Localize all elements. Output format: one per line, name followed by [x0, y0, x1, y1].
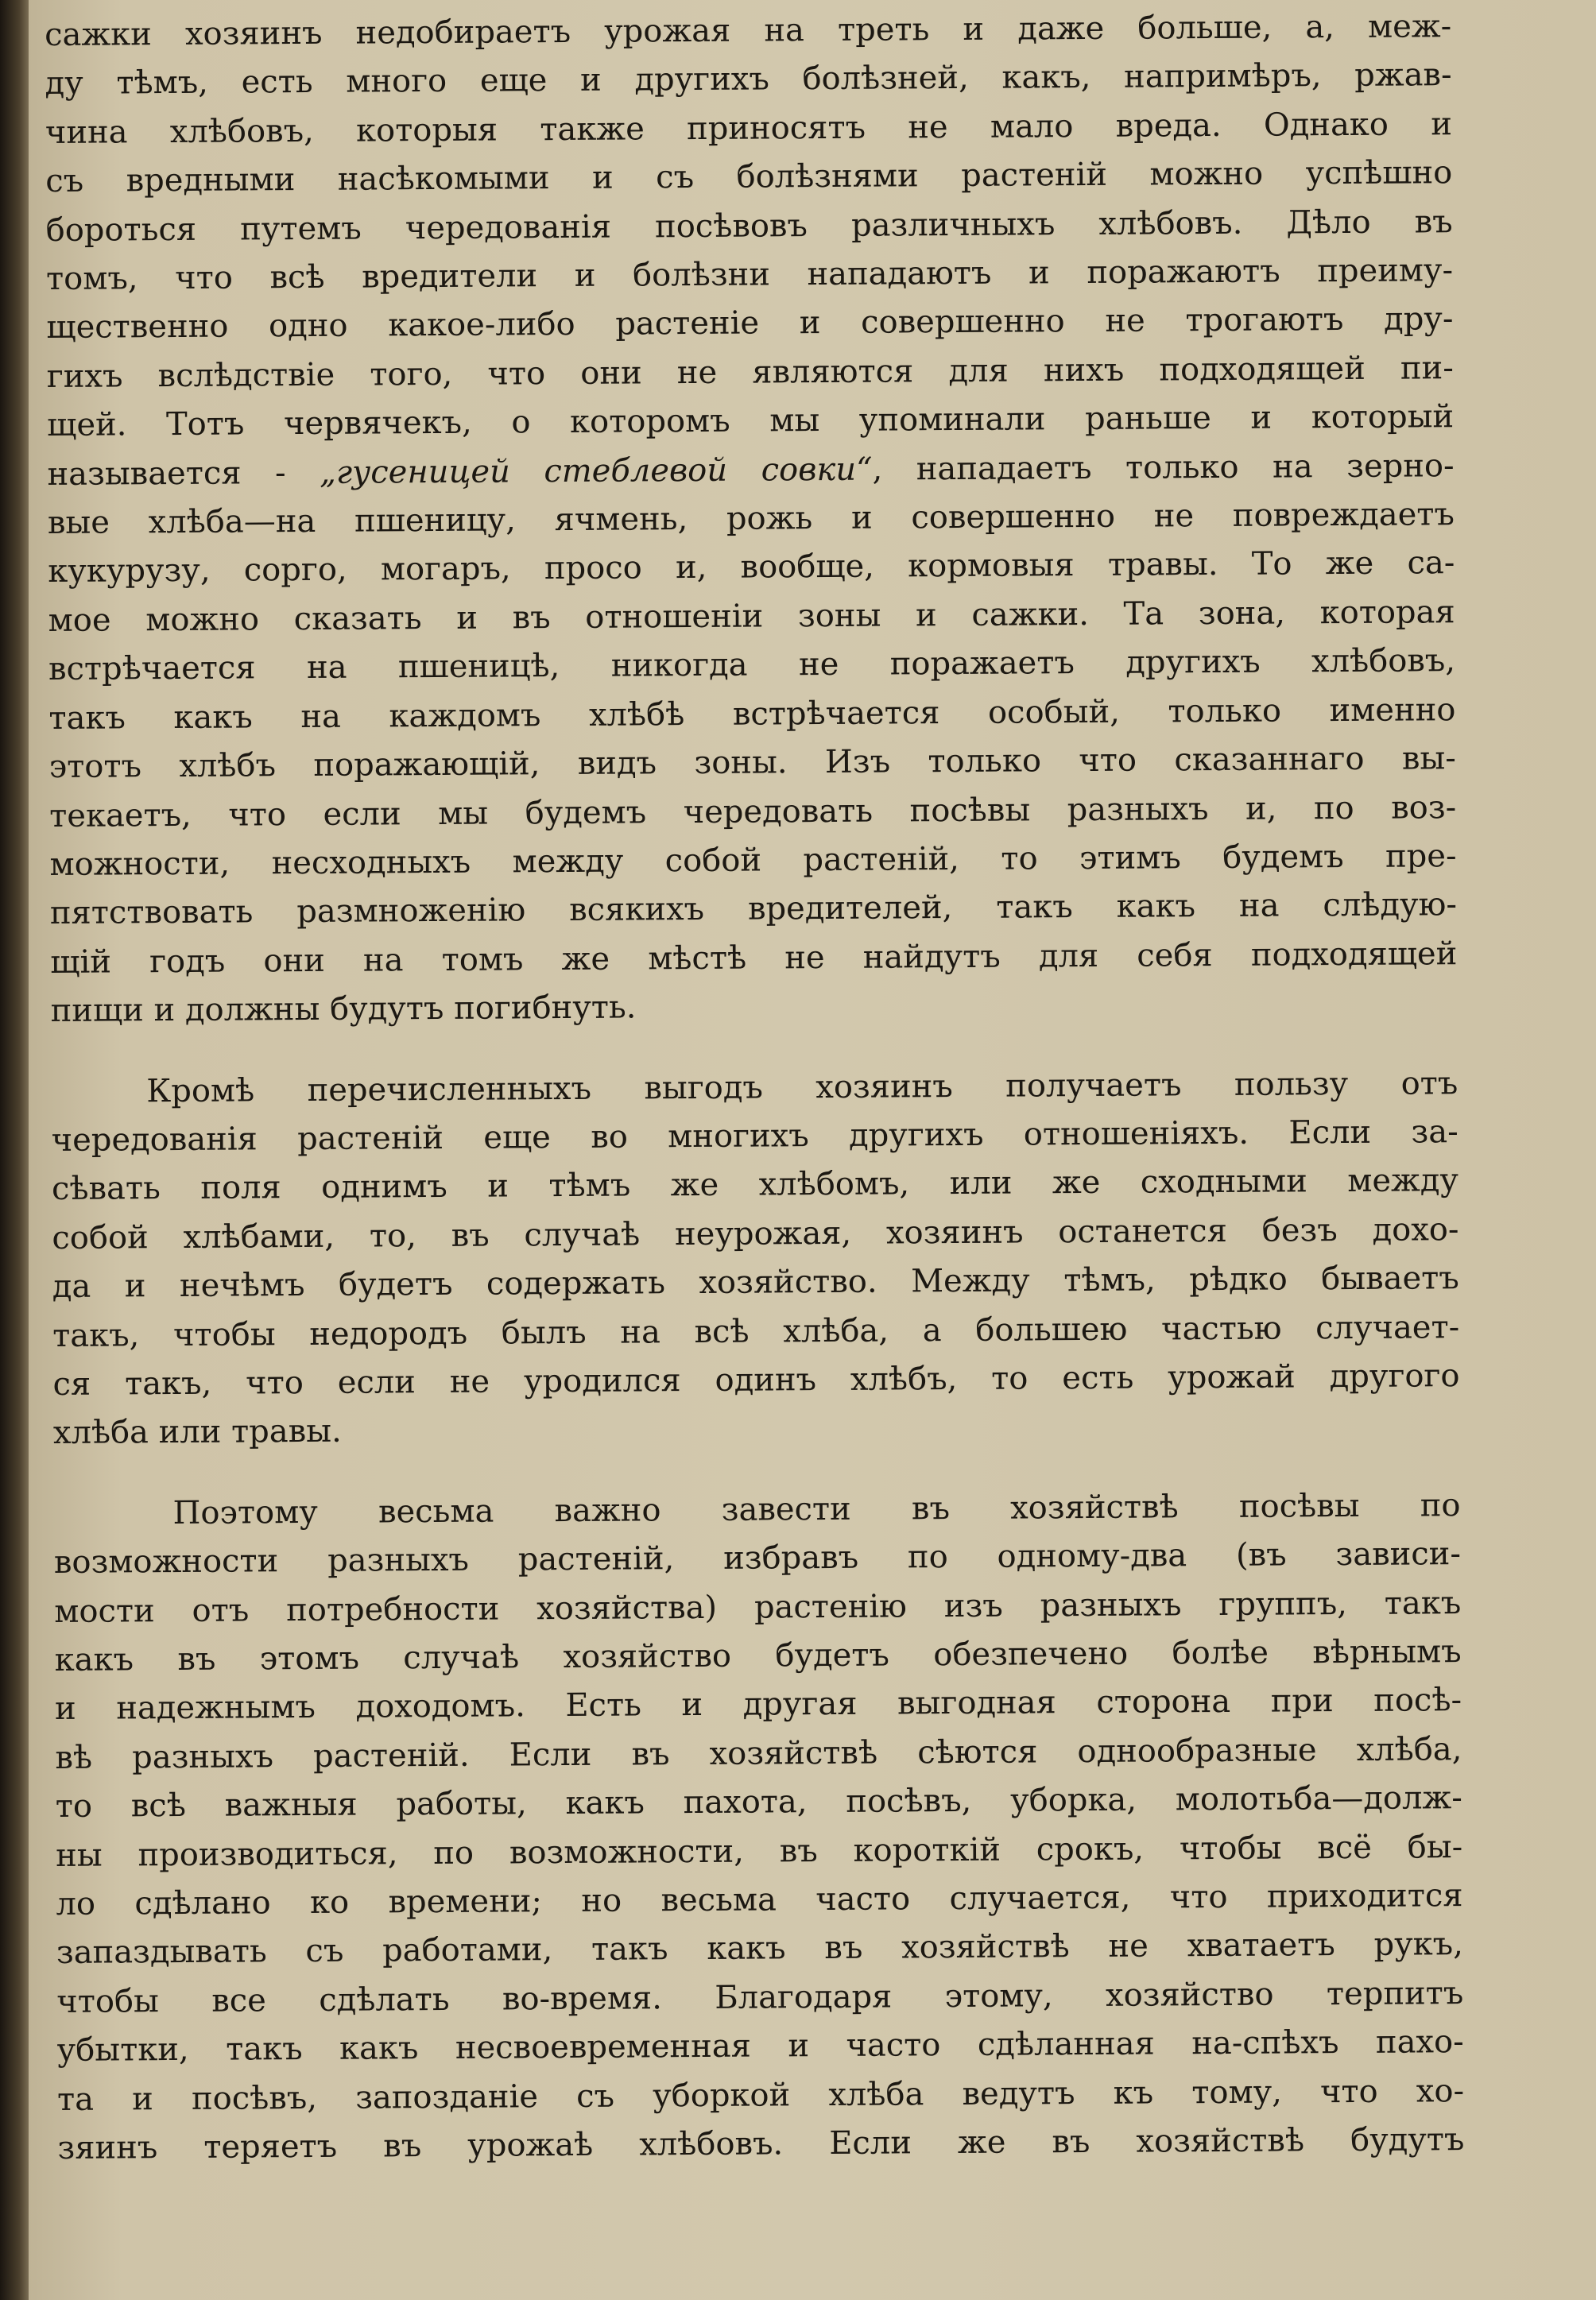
text-fragment: , нападаетъ только на зерно-	[872, 447, 1455, 488]
text-line: ны производиться, по возможности, въ короткій срокъ, чтобы всё бы-	[56, 1828, 1463, 1874]
paragraph-3	[53, 1481, 1464, 2173]
text-fragment: называется -	[47, 454, 320, 493]
text-line: щей. Тотъ червячекъ, о которомъ мы упоминали раньше и который	[47, 398, 1455, 444]
text-line: ду тѣмъ, есть много еще и другихъ болѣзней, какъ, напримѣръ, ржав-	[45, 56, 1452, 103]
text-line: вые хлѣба—на пшеницу, ячмень, рожь и совершенно не повреждаетъ	[47, 496, 1455, 542]
book-page	[29, 0, 1596, 2300]
text-line: такъ, чтобы недородъ былъ на всѣ хлѣба, а большею частью случает-	[52, 1308, 1460, 1354]
text-line: съ вредными насѣкомыми и съ болѣзнями растеній можно успѣшно	[45, 154, 1453, 200]
text-line: мое можно сказать и въ отношеніи зоны и сажки. Та зона, которая	[48, 594, 1455, 639]
text-line: чтобы все сдѣлать во-время. Благодаря этому, хозяйство терпитъ	[56, 1974, 1464, 2020]
text-line: пятствовать размноженію всякихъ вредителей, такъ какъ на слѣдую-	[49, 886, 1458, 932]
text-line: бороться путемъ чередованія посѣвовъ различныхъ хлѣбовъ. Дѣло въ	[45, 203, 1453, 249]
text-line: такъ какъ на каждомъ хлѣбѣ встрѣчается особый, только именно	[48, 691, 1456, 737]
text-line: щественно одно какое-либо растеніе и совершенно не трогаютъ дру-	[46, 300, 1454, 347]
text-line: то всѣ важныя работы, какъ пахота, посѣвъ, уборка, молотьба—долж-	[55, 1779, 1462, 1826]
text-line: этотъ хлѣбъ поражающій, видъ зоны. Изъ только что сказаннаго вы-	[48, 740, 1456, 786]
text-line: гихъ вслѣдствіе того, что они не являются для нихъ подходящей пи-	[46, 350, 1454, 395]
text-line: сѣвать поля однимъ и тѣмъ же хлѣбомъ, или же сходными между	[51, 1162, 1459, 1208]
text-line: Поэтому весьма важно завести въ хозяйствѣ посѣвы по	[172, 1486, 1461, 1531]
text-line: та и посѣвъ, запозданіе съ уборкой хлѣба ведутъ къ тому, что хо-	[56, 2072, 1465, 2118]
text-line: встрѣчается на пшеницѣ, никогда не поражаетъ другихъ хлѣбовъ,	[48, 642, 1456, 688]
text-line: пищи и должны будутъ погибнуть.	[50, 989, 637, 1030]
paragraph-2	[51, 1059, 1460, 1458]
text-line: и надежнымъ доходомъ. Есть и другая выгодная сторона при посѣ-	[54, 1682, 1462, 1728]
text-line: зяинъ теряетъ въ урожаѣ хлѣбовъ. Если же въ хозяйствѣ будутъ	[57, 2121, 1465, 2167]
text-line: можности, несходныхъ между собой растеній, то этимъ будемъ пре-	[49, 838, 1457, 883]
text-line: томъ, что всѣ вредители и болѣзни нападаютъ и поражаютъ преиму-	[45, 252, 1454, 298]
text-line: чина хлѣбовъ, которыя также приносятъ не мало вреда. Однако и	[45, 105, 1453, 151]
text-line: ся такъ, что если не уродился одинъ хлѣбъ, то есть урожай другого	[52, 1357, 1460, 1403]
text-line: чередованія растеній еще во многихъ другихъ отношеніяхъ. Если за-	[51, 1113, 1458, 1159]
text-line: Кромѣ перечисленныхъ выгодъ хозяинъ получаетъ пользу отъ	[146, 1064, 1458, 1109]
page-text	[45, 2, 1465, 2173]
book-binding-edge	[0, 0, 32, 2300]
text-line: текаетъ, что если мы будемъ чередовать посѣвы разныхъ и, по воз-	[49, 788, 1457, 834]
text-line: собой хлѣбами, то, въ случаѣ неурожая, хозяинъ останется безъ дохо-	[52, 1210, 1459, 1256]
text-line: какъ въ этомъ случаѣ хозяйство будетъ обезпечено болѣе вѣрнымъ	[54, 1633, 1462, 1679]
text-line: запаздывать съ работами, такъ какъ въ хозяйствѣ не хватаетъ рукъ,	[56, 1926, 1464, 1972]
paragraph-1	[45, 2, 1458, 1036]
italic-term: „гусеницей стеблевой совки“	[320, 451, 873, 491]
text-line: да и нечѣмъ будетъ содержать хозяйство. Между тѣмъ, рѣдко бываетъ	[52, 1260, 1459, 1306]
text-line: кукурузу, сорго, могаръ, просо и, вообще, кормовыя травы. То же са-	[48, 544, 1455, 590]
text-line: хлѣба или травы.	[52, 1413, 342, 1452]
text-line: ло сдѣлано ко времени; но весьма часто случается, что приходится	[56, 1877, 1463, 1922]
text-line: возможности разныхъ растеній, избравъ по одному-два (въ зависи-	[53, 1535, 1462, 1582]
text-line: вѣ разныхъ растеній. Если въ хозяйствѣ сѣются однообразные хлѣба,	[55, 1730, 1462, 1776]
text-line: мости отъ потребности хозяйства) растенію изъ разныхъ группъ, такъ	[54, 1584, 1462, 1630]
text-line: убытки, такъ какъ несвоевременная и часто сдѣланная на-спѣхъ пахо-	[56, 2023, 1464, 2070]
text-line: сажки хозяинъ недобираетъ урожая на треть и даже больше, а, меж-	[45, 8, 1452, 53]
text-line: щій годъ они на томъ же мѣстѣ не найдутъ для себя подходящей	[50, 935, 1458, 981]
text-line-with-italic	[47, 442, 1454, 499]
